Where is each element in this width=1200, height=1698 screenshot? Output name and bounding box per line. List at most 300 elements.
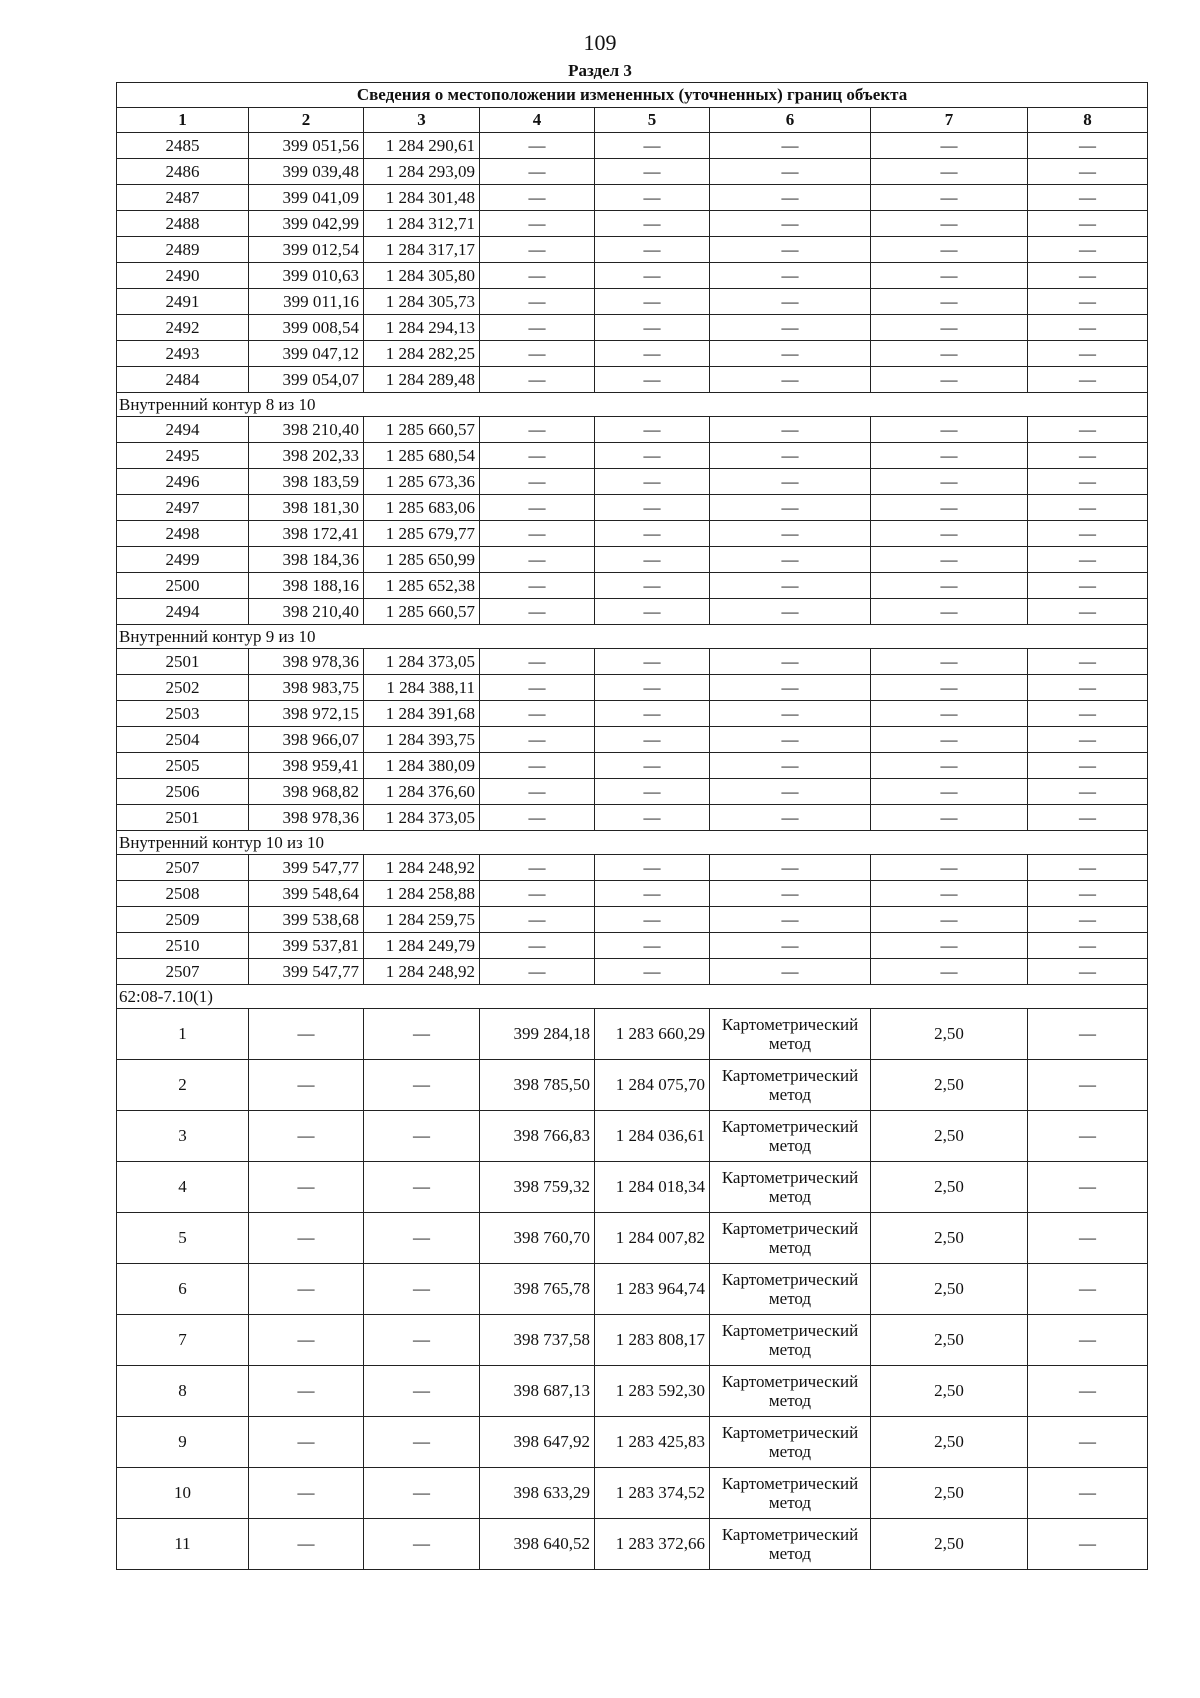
coord-y: 1 284 248,92 <box>364 855 480 881</box>
method-cell: Картометрический метод <box>710 1060 871 1111</box>
table-row <box>117 417 1148 443</box>
table-row <box>117 289 1148 315</box>
dash-cell: — <box>1028 495 1148 521</box>
dash-cell: — <box>871 133 1028 159</box>
coord-y: 1 285 652,38 <box>364 573 480 599</box>
dash-cell: — <box>871 649 1028 675</box>
point-number: 7 <box>117 1315 249 1366</box>
point-number: 2495 <box>117 443 249 469</box>
coord-y: 1 284 305,73 <box>364 289 480 315</box>
dash-cell: — <box>595 159 710 185</box>
dash-cell: — <box>710 547 871 573</box>
dash-cell: — <box>595 367 710 393</box>
dash-cell: — <box>710 881 871 907</box>
accuracy-cell: 2,50 <box>871 1468 1028 1519</box>
coord-x: 399 051,56 <box>249 133 364 159</box>
coord-x: 399 547,77 <box>249 959 364 985</box>
page-number: 109 <box>583 30 617 55</box>
table-row <box>117 701 1148 727</box>
coord-x: 399 047,12 <box>249 341 364 367</box>
coord-y: 1 284 007,82 <box>595 1213 710 1264</box>
dash-cell: — <box>364 1060 480 1111</box>
accuracy-cell: 2,50 <box>871 1366 1028 1417</box>
table-row <box>117 341 1148 367</box>
accuracy-cell: 2,50 <box>871 1162 1028 1213</box>
dash-cell: — <box>1028 1519 1148 1570</box>
dash-cell: — <box>595 211 710 237</box>
dash-cell: — <box>871 469 1028 495</box>
dash-cell: — <box>595 779 710 805</box>
dash-cell: — <box>871 727 1028 753</box>
table-row <box>117 573 1148 599</box>
coord-x: 399 547,77 <box>249 855 364 881</box>
dash-cell: — <box>480 263 595 289</box>
dash-cell: — <box>1028 521 1148 547</box>
dash-cell: — <box>1028 959 1148 985</box>
method-cell: Картометрический метод <box>710 1162 871 1213</box>
dash-cell: — <box>871 159 1028 185</box>
dash-cell: — <box>595 469 710 495</box>
dash-cell: — <box>249 1519 364 1570</box>
dash-cell: — <box>595 933 710 959</box>
table-row <box>117 959 1148 985</box>
dash-cell: — <box>364 1162 480 1213</box>
dash-cell: — <box>710 727 871 753</box>
coord-x: 398 765,78 <box>480 1264 595 1315</box>
dash-cell: — <box>710 315 871 341</box>
coord-x: 398 202,33 <box>249 443 364 469</box>
dash-cell: — <box>595 185 710 211</box>
coord-y: 1 283 808,17 <box>595 1315 710 1366</box>
dash-cell: — <box>480 133 595 159</box>
table-row <box>117 1468 1148 1519</box>
point-number: 2492 <box>117 315 249 341</box>
dash-cell: — <box>595 443 710 469</box>
dash-cell: — <box>1028 341 1148 367</box>
dash-cell: — <box>1028 417 1148 443</box>
dash-cell: — <box>480 907 595 933</box>
point-number: 2489 <box>117 237 249 263</box>
point-number: 6 <box>117 1264 249 1315</box>
dash-cell: — <box>871 341 1028 367</box>
dash-cell: — <box>1028 573 1148 599</box>
table-row <box>117 675 1148 701</box>
dash-cell: — <box>1028 907 1148 933</box>
dash-cell: — <box>710 933 871 959</box>
point-number: 2498 <box>117 521 249 547</box>
dash-cell: — <box>480 211 595 237</box>
point-number: 2484 <box>117 367 249 393</box>
dash-cell: — <box>595 907 710 933</box>
point-number: 5 <box>117 1213 249 1264</box>
dash-cell: — <box>1028 1264 1148 1315</box>
coord-x: 399 538,68 <box>249 907 364 933</box>
point-number: 2506 <box>117 779 249 805</box>
point-number: 2503 <box>117 701 249 727</box>
method-cell: Картометрический метод <box>710 1111 871 1162</box>
coord-x: 398 737,58 <box>480 1315 595 1366</box>
coord-x: 398 785,50 <box>480 1060 595 1111</box>
dash-cell: — <box>710 417 871 443</box>
coord-y: 1 285 660,57 <box>364 599 480 625</box>
accuracy-cell: 2,50 <box>871 1111 1028 1162</box>
coord-x: 399 039,48 <box>249 159 364 185</box>
dash-cell: — <box>249 1009 364 1060</box>
coord-y: 1 285 650,99 <box>364 547 480 573</box>
dash-cell: — <box>595 315 710 341</box>
dash-cell: — <box>1028 1111 1148 1162</box>
point-number: 1 <box>117 1009 249 1060</box>
dash-cell: — <box>249 1264 364 1315</box>
dash-cell: — <box>710 237 871 263</box>
dash-cell: — <box>480 443 595 469</box>
dash-cell: — <box>595 805 710 831</box>
dash-cell: — <box>249 1315 364 1366</box>
point-number: 2 <box>117 1060 249 1111</box>
dash-cell: — <box>871 907 1028 933</box>
dash-cell: — <box>595 599 710 625</box>
table-row <box>117 1366 1148 1417</box>
dash-cell: — <box>710 159 871 185</box>
column-header: 7 <box>871 108 1028 133</box>
dash-cell: — <box>480 649 595 675</box>
dash-cell: — <box>871 417 1028 443</box>
contour-9-label-row <box>117 625 1148 649</box>
method-cell: Картометрический метод <box>710 1009 871 1060</box>
coord-y: 1 284 301,48 <box>364 185 480 211</box>
point-number: 2509 <box>117 907 249 933</box>
dash-cell: — <box>595 341 710 367</box>
dash-cell: — <box>871 211 1028 237</box>
dash-cell: — <box>480 599 595 625</box>
point-number: 2500 <box>117 573 249 599</box>
table-row <box>117 1009 1148 1060</box>
dash-cell: — <box>710 469 871 495</box>
coord-x: 398 183,59 <box>249 469 364 495</box>
coord-x: 399 284,18 <box>480 1009 595 1060</box>
dash-cell: — <box>1028 779 1148 805</box>
coord-x: 398 968,82 <box>249 779 364 805</box>
table-row <box>117 211 1148 237</box>
coord-x: 398 978,36 <box>249 805 364 831</box>
dash-cell: — <box>1028 1060 1148 1111</box>
dash-cell: — <box>710 367 871 393</box>
table-header-row <box>117 108 1148 133</box>
coord-x: 399 011,16 <box>249 289 364 315</box>
dash-cell: — <box>364 1111 480 1162</box>
dash-cell: — <box>480 237 595 263</box>
table-row <box>117 881 1148 907</box>
dash-cell: — <box>710 649 871 675</box>
table-row <box>117 185 1148 211</box>
dash-cell: — <box>249 1468 364 1519</box>
dash-cell: — <box>1028 443 1148 469</box>
column-header: 3 <box>364 108 480 133</box>
dash-cell: — <box>710 495 871 521</box>
coord-x: 399 041,09 <box>249 185 364 211</box>
method-cell: Картометрический метод <box>710 1366 871 1417</box>
point-number: 2499 <box>117 547 249 573</box>
method-cell: Картометрический метод <box>710 1468 871 1519</box>
table-row <box>117 1213 1148 1264</box>
coord-x: 399 054,07 <box>249 367 364 393</box>
coord-x: 398 210,40 <box>249 417 364 443</box>
point-number: 2507 <box>117 959 249 985</box>
dash-cell: — <box>871 675 1028 701</box>
table-row <box>117 495 1148 521</box>
dash-cell: — <box>710 521 871 547</box>
table-row <box>117 159 1148 185</box>
dash-cell: — <box>1028 855 1148 881</box>
contour-10-label-row <box>117 831 1148 855</box>
table-row <box>117 779 1148 805</box>
dash-cell: — <box>1028 211 1148 237</box>
dash-cell: — <box>249 1162 364 1213</box>
dash-cell: — <box>871 237 1028 263</box>
dash-cell: — <box>364 1315 480 1366</box>
coord-x: 399 548,64 <box>249 881 364 907</box>
coord-y: 1 285 680,54 <box>364 443 480 469</box>
coord-y: 1 284 312,71 <box>364 211 480 237</box>
dash-cell: — <box>1028 1417 1148 1468</box>
dash-cell: — <box>871 959 1028 985</box>
dash-cell: — <box>710 675 871 701</box>
dash-cell: — <box>595 753 710 779</box>
coord-x: 398 766,83 <box>480 1111 595 1162</box>
coord-x: 398 172,41 <box>249 521 364 547</box>
coord-x: 399 010,63 <box>249 263 364 289</box>
dash-cell: — <box>1028 1366 1148 1417</box>
table-row <box>117 1519 1148 1570</box>
point-number: 2488 <box>117 211 249 237</box>
dash-cell: — <box>871 443 1028 469</box>
dash-cell: — <box>710 341 871 367</box>
point-number: 9 <box>117 1417 249 1468</box>
dash-cell: — <box>364 1519 480 1570</box>
dash-cell: — <box>1028 1009 1148 1060</box>
dash-cell: — <box>480 959 595 985</box>
coord-x: 398 972,15 <box>249 701 364 727</box>
coord-x: 398 188,16 <box>249 573 364 599</box>
dash-cell: — <box>480 417 595 443</box>
point-number: 2502 <box>117 675 249 701</box>
dash-cell: — <box>595 649 710 675</box>
point-number: 10 <box>117 1468 249 1519</box>
table-row <box>117 649 1148 675</box>
dash-cell: — <box>1028 881 1148 907</box>
coord-x: 398 640,52 <box>480 1519 595 1570</box>
dash-cell: — <box>595 701 710 727</box>
coord-x: 398 959,41 <box>249 753 364 779</box>
coord-y: 1 284 380,09 <box>364 753 480 779</box>
dash-cell: — <box>1028 315 1148 341</box>
table-row <box>117 521 1148 547</box>
dash-cell: — <box>595 495 710 521</box>
dash-cell: — <box>595 289 710 315</box>
accuracy-cell: 2,50 <box>871 1060 1028 1111</box>
table-row <box>117 599 1148 625</box>
column-header: 8 <box>1028 108 1148 133</box>
dash-cell: — <box>595 417 710 443</box>
coord-y: 1 284 376,60 <box>364 779 480 805</box>
dash-cell: — <box>480 753 595 779</box>
point-number: 11 <box>117 1519 249 1570</box>
point-number: 2485 <box>117 133 249 159</box>
dash-cell: — <box>1028 289 1148 315</box>
dash-cell: — <box>1028 727 1148 753</box>
contour-10-label: Внутренний контур 10 из 10 <box>117 831 1148 855</box>
table-row <box>117 1060 1148 1111</box>
dash-cell: — <box>871 599 1028 625</box>
dash-cell: — <box>871 779 1028 805</box>
dash-cell: — <box>710 959 871 985</box>
point-number: 2490 <box>117 263 249 289</box>
dash-cell: — <box>1028 649 1148 675</box>
coord-y: 1 283 425,83 <box>595 1417 710 1468</box>
table-row <box>117 907 1148 933</box>
dash-cell: — <box>480 675 595 701</box>
coord-x: 399 012,54 <box>249 237 364 263</box>
coord-y: 1 283 374,52 <box>595 1468 710 1519</box>
dash-cell: — <box>1028 753 1148 779</box>
point-number: 2508 <box>117 881 249 907</box>
coord-y: 1 284 075,70 <box>595 1060 710 1111</box>
table-row <box>117 315 1148 341</box>
table-row <box>117 1111 1148 1162</box>
coord-x: 398 978,36 <box>249 649 364 675</box>
table-row <box>117 1417 1148 1468</box>
contour-9-label: Внутренний контур 9 из 10 <box>117 625 1148 649</box>
table-row <box>117 727 1148 753</box>
dash-cell: — <box>1028 159 1148 185</box>
coord-x: 399 537,81 <box>249 933 364 959</box>
accuracy-cell: 2,50 <box>871 1315 1028 1366</box>
dash-cell: — <box>871 315 1028 341</box>
coord-x: 398 966,07 <box>249 727 364 753</box>
coord-x: 398 983,75 <box>249 675 364 701</box>
point-number: 2493 <box>117 341 249 367</box>
dash-cell: — <box>1028 805 1148 831</box>
coord-x: 398 184,36 <box>249 547 364 573</box>
dash-cell: — <box>480 315 595 341</box>
coord-y: 1 284 391,68 <box>364 701 480 727</box>
dash-cell: — <box>480 805 595 831</box>
table-row <box>117 547 1148 573</box>
point-number: 2501 <box>117 649 249 675</box>
point-number: 2501 <box>117 805 249 831</box>
dash-cell: — <box>480 933 595 959</box>
dash-cell: — <box>1028 367 1148 393</box>
method-cell: Картометрический метод <box>710 1264 871 1315</box>
dash-cell: — <box>595 881 710 907</box>
coord-y: 1 284 293,09 <box>364 159 480 185</box>
dash-cell: — <box>595 855 710 881</box>
column-header: 5 <box>595 108 710 133</box>
dash-cell: — <box>480 521 595 547</box>
dash-cell: — <box>364 1264 480 1315</box>
table-row <box>117 1162 1148 1213</box>
accuracy-cell: 2,50 <box>871 1519 1028 1570</box>
dash-cell: — <box>595 547 710 573</box>
dash-cell: — <box>710 573 871 599</box>
method-cell: Картометрический метод <box>710 1213 871 1264</box>
table-row <box>117 753 1148 779</box>
coord-y: 1 283 964,74 <box>595 1264 710 1315</box>
contour-8-label-row <box>117 393 1148 417</box>
dash-cell: — <box>710 443 871 469</box>
accuracy-cell: 2,50 <box>871 1417 1028 1468</box>
method-cell: Картометрический метод <box>710 1519 871 1570</box>
point-number: 2486 <box>117 159 249 185</box>
coord-x: 398 759,32 <box>480 1162 595 1213</box>
dash-cell: — <box>871 753 1028 779</box>
dash-cell: — <box>1028 1162 1148 1213</box>
point-number: 2507 <box>117 855 249 881</box>
table-row <box>117 933 1148 959</box>
table-row <box>117 855 1148 881</box>
accuracy-cell: 2,50 <box>871 1264 1028 1315</box>
coord-y: 1 285 673,36 <box>364 469 480 495</box>
dash-cell: — <box>871 881 1028 907</box>
coord-y: 1 284 289,48 <box>364 367 480 393</box>
table-row <box>117 1315 1148 1366</box>
dash-cell: — <box>1028 547 1148 573</box>
dash-cell: — <box>480 469 595 495</box>
coord-y: 1 284 294,13 <box>364 315 480 341</box>
dash-cell: — <box>249 1417 364 1468</box>
dash-cell: — <box>871 805 1028 831</box>
accuracy-cell: 2,50 <box>871 1009 1028 1060</box>
point-number: 2496 <box>117 469 249 495</box>
dash-cell: — <box>480 159 595 185</box>
dash-cell: — <box>595 959 710 985</box>
dash-cell: — <box>595 727 710 753</box>
table-caption-row <box>117 83 1148 108</box>
dash-cell: — <box>480 573 595 599</box>
coord-x: 398 760,70 <box>480 1213 595 1264</box>
dash-cell: — <box>871 289 1028 315</box>
point-number: 2504 <box>117 727 249 753</box>
coord-x: 399 042,99 <box>249 211 364 237</box>
coord-y: 1 284 388,11 <box>364 675 480 701</box>
coord-x: 398 647,92 <box>480 1417 595 1468</box>
point-number: 2494 <box>117 417 249 443</box>
point-number: 2497 <box>117 495 249 521</box>
point-number: 4 <box>117 1162 249 1213</box>
table-caption: Сведения о местоположении измененных (уточненных) границ объекта <box>117 83 1148 108</box>
method-cell: Картометрический метод <box>710 1315 871 1366</box>
coord-y: 1 284 036,61 <box>595 1111 710 1162</box>
dash-cell: — <box>480 701 595 727</box>
coord-x: 398 181,30 <box>249 495 364 521</box>
table-row <box>117 263 1148 289</box>
dash-cell: — <box>480 185 595 211</box>
column-header: 1 <box>117 108 249 133</box>
coord-x: 398 687,13 <box>480 1366 595 1417</box>
dash-cell: — <box>871 185 1028 211</box>
dash-cell: — <box>595 573 710 599</box>
dash-cell: — <box>1028 1315 1148 1366</box>
point-number: 2487 <box>117 185 249 211</box>
coord-y: 1 284 259,75 <box>364 907 480 933</box>
table-row <box>117 367 1148 393</box>
dash-cell: — <box>1028 1468 1148 1519</box>
coordinates-table <box>116 82 1148 1570</box>
dash-cell: — <box>710 701 871 727</box>
dash-cell: — <box>710 133 871 159</box>
dash-cell: — <box>480 367 595 393</box>
dash-cell: — <box>871 933 1028 959</box>
